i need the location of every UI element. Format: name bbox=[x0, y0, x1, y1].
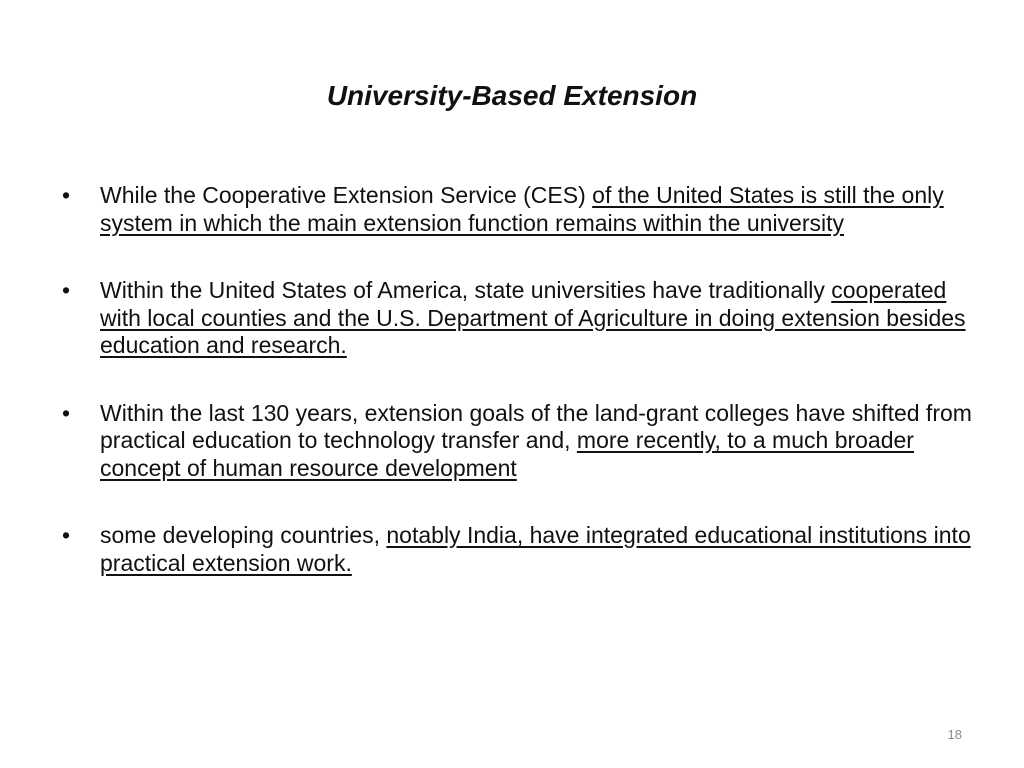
bullet-underlined-text: notably India, have integrated educational institutions into practical extension work. bbox=[100, 522, 971, 576]
bullet-text: some developing countries, bbox=[100, 522, 387, 548]
bullet-dot-icon: • bbox=[62, 399, 71, 426]
bullet-item-land-grant bbox=[62, 400, 972, 483]
bullet-dot-icon: • bbox=[62, 182, 71, 208]
bullet-text: Within the last 130 years, extension goals of the land-grant colleges have shifted from practical education to technology transfer and, bbox=[100, 399, 972, 453]
slide-title: University-Based Extension bbox=[326, 80, 698, 111]
bullet-text: While the Cooperative Extension Service (CES) bbox=[100, 182, 593, 208]
bullet-underlined-text: of the United States is still the only system in which the main extension function remains within the university bbox=[100, 182, 944, 236]
bullet-underlined-text: cooperated with local counties and the U.S. Department of Agriculture in doing extension besides education and research. bbox=[100, 277, 966, 358]
page-number: 18 bbox=[947, 727, 962, 742]
bullet-item-developing-countries bbox=[62, 522, 972, 577]
bullet-item-ces bbox=[62, 182, 972, 237]
bullet-dot-icon: • bbox=[62, 522, 71, 548]
bullet-underlined-text: more recently, to a much broader concept of human resource development bbox=[100, 427, 914, 481]
bullet-text: Within the United States of America, state universities have traditionally bbox=[100, 277, 832, 303]
bullet-list bbox=[62, 182, 972, 617]
bullet-item-state-universities bbox=[62, 277, 972, 360]
bullet-dot-icon: • bbox=[62, 277, 71, 303]
